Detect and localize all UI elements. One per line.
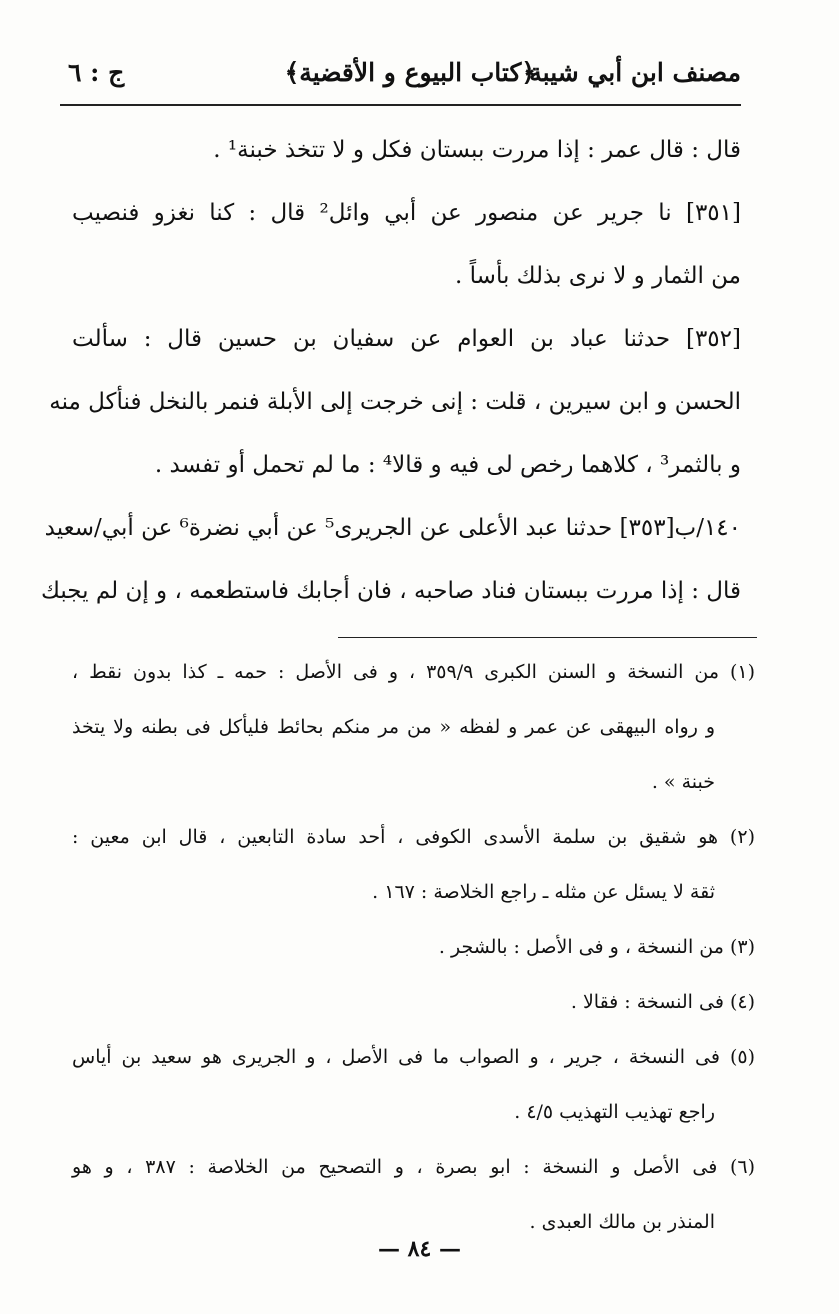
main-text xyxy=(40,122,741,626)
footnote-line: (٤) فى النسخة : فقالا . xyxy=(570,991,755,1013)
text-line: [٣٥١] نا جرير عن منصور عن أبي وائل² قال : كنا نغزو فنصيب xyxy=(72,200,741,226)
footnote-line: خبنة » . xyxy=(651,771,715,793)
text-line: ١٤٠/ب[٣٥٣] حدثنا عبد الأعلى عن الجريرى⁵ عن أبي نضرة⁶ عن أبي/سعيد xyxy=(44,515,741,541)
footnote-line: المنذر بن مالك العبدى . xyxy=(529,1211,715,1233)
footnote-line: (١) من النسخة و السنن الكبرى ٣٥٩/٩ ، و فى الأصل : حمه ـ كذا بدون نقط ، xyxy=(72,661,756,683)
page-number: — ٨٤ — xyxy=(378,1236,461,1262)
text-line: و بالثمر³ ، كلاهما رخص لى فيه و قالا⁴ : ما لم تحمل أو تفسد . xyxy=(154,452,741,478)
text-line: قال : قال عمر : إذا مررت ببستان فكل و لا تتخذ خبنة¹ . xyxy=(213,137,741,163)
footnote-line: (٣) من النسخة ، و فى الأصل : بالشجر . xyxy=(438,936,755,958)
footnote-line: (٢) هو شقيق بن سلمة الأسدى الكوفى ، أحد سادة التابعين ، قال ابن معين : xyxy=(72,826,755,848)
header-chapter-title: ﴿كتاب البيوع و الأقضية﴾ xyxy=(284,58,536,87)
header-volume: ج : ٦ xyxy=(68,58,125,87)
footnote-line: (٦) فى الأصل و النسخة : ابو بصرة ، و التصحيح من الخلاصة : ٣٨٧ ، و هو xyxy=(72,1156,756,1178)
page-header xyxy=(60,52,741,106)
footnote-divider xyxy=(338,637,757,638)
header-book-title: مصنف ابن أبي شيبة xyxy=(529,58,741,87)
footnote-line: (٥) فى النسخة ، جرير ، و الصواب ما فى الأصل ، و الجريرى هو سعيد بن أياس xyxy=(72,1046,755,1068)
text-line: قال : إذا مررت ببستان فناد صاحبه ، فان أجابك فاستطعمه ، و إن لم يجبك xyxy=(40,578,741,604)
footnotes xyxy=(72,647,755,1252)
text-line: [٣٥٢] حدثنا عباد بن العوام عن سفيان بن حسين قال : سألت xyxy=(72,326,741,352)
text-line: من الثمار و لا نرى بذلك بأساً . xyxy=(455,263,741,289)
footnote-line: ثقة لا يسئل عن مثله ـ راجع الخلاصة : ١٦٧ . xyxy=(372,881,715,903)
footnote-line: و رواه البيهقى عن عمر و لفظه « من مر منكم بحائط فليأكل فى بطنه ولا يتخذ xyxy=(72,716,715,738)
footnote-line: راجع تهذيب التهذيب ٤/٥ . xyxy=(514,1101,715,1123)
text-line: الحسن و ابن سيرين ، قلت : إنى خرجت إلى الأبلة فنمر بالنخل فنأكل منه xyxy=(49,389,741,415)
